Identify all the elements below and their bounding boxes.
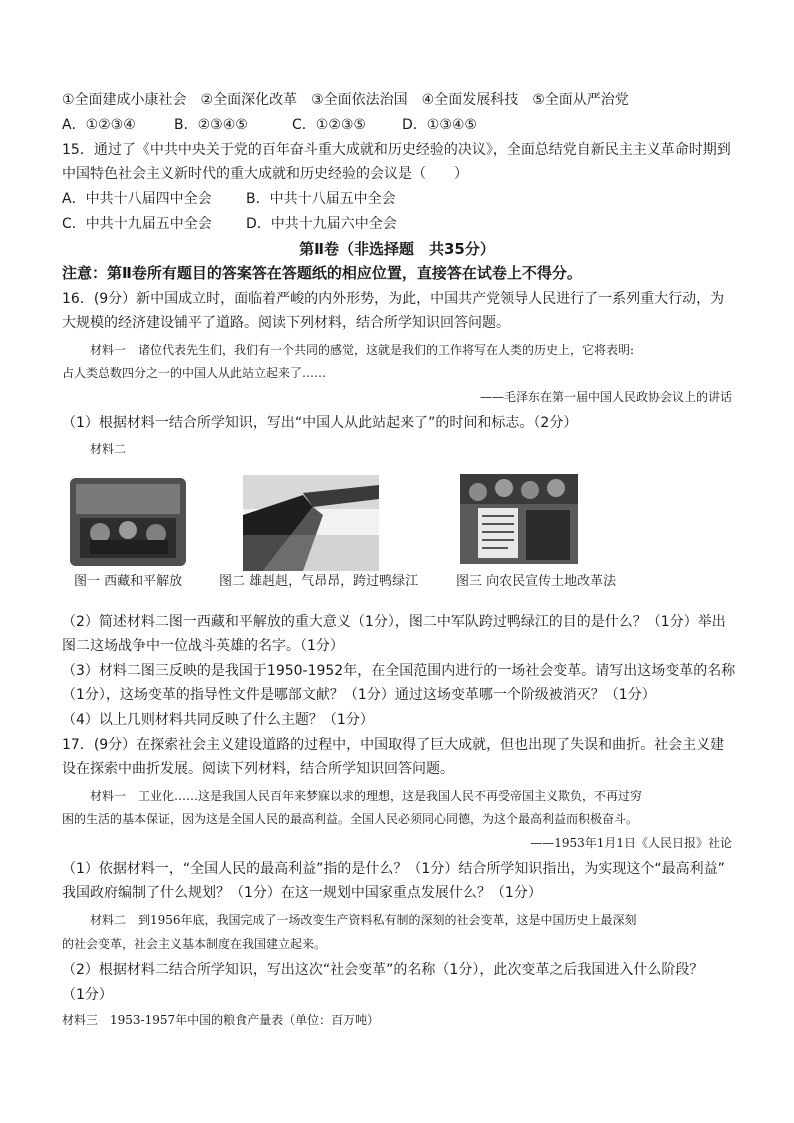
q15-options-row1	[62, 189, 396, 209]
q17-sub1-line1: （1）依据材料一，“全国人民的最高利益”指的是什么？（1分）结合所学知识指出，为实现这个“最高利益”	[62, 861, 725, 877]
section2-note: 注意：第Ⅱ卷所有题目的答案答在答题纸的相应位置，直接答在试卷上不得分。	[62, 264, 582, 282]
q17-material2-line2: 的社会变革，社会主义基本制度在我国建立起来。	[62, 937, 327, 951]
q14-options	[62, 115, 477, 135]
q17-intro-line2: 设在探索中曲折发展。阅读下列材料，结合所学知识回答问题。	[62, 761, 454, 777]
q17-sub2-line2: （1分）	[62, 987, 113, 1003]
q16-material1-source: ——毛泽东在第一届中国人民政协会议上的讲话	[479, 390, 732, 404]
q17-sub2-line1: （2）根据材料二结合所学知识，写出这次“社会变革”的名称（1分），此次变革之后我国进入什么阶段？	[62, 962, 704, 978]
q17-material2-line1: 材料二 到1956年底，我国完成了一场改变生产资料私有制的深刻的社会变革，这是中国历史上最深刻	[90, 913, 637, 927]
q14-option-a: A．①②③④	[62, 117, 136, 133]
q15-stem-line2: 中国特色社会主义新时代的重大成就和历史经验的会议是（ ）	[62, 166, 468, 182]
section2-title: 第Ⅱ卷（非选择题 共35分）	[299, 240, 495, 258]
q17-sub1-line2: 我国政府编制了什么规划？（1分）在这一规划中国家重点发展什么？（1分）	[62, 885, 542, 901]
q16-material1-line1: 材料一 诸位代表先生们，我们有一个共同的感觉，这就是我们的工作将写在人类的历史上，它将表明:	[90, 343, 635, 357]
q14-option-b: B．②③④⑤	[174, 117, 248, 133]
q16-material1-line2: 占人类总数四分之一的中国人从此站立起来了……	[62, 366, 327, 380]
yalu-river-crossing-photo	[243, 475, 379, 571]
q16-intro-line1: 16．(9分）新中国成立时，面临着严峻的内外形势，为此，中国共产党领导人民进行了一系列重大行动，为	[62, 291, 725, 307]
q16-sub4: （4）以上几则材料共同反映了什么主题？（1分）	[62, 712, 374, 728]
q16-sub3-line2: （1分），这场变革的指导性文件是哪部文献？（1分）通过这场变革哪一个阶级被消灭？（1分）	[62, 687, 656, 703]
q16-sub1: （1）根据材料一结合所学知识，写出“中国人从此站起来了”的时间和标志。（2分）	[62, 415, 578, 431]
q16-material2-label: 材料二	[90, 442, 127, 456]
q17-intro-line1: 17．(9分）在探索社会主义建设道路的过程中，中国取得了巨大成就，但也出现了失误和曲折。社会主义建	[62, 737, 725, 753]
q14-option-c: C．①②③⑤	[292, 117, 366, 133]
q17-material1-source: ——1953年1月1日《人民日报》社论	[530, 836, 732, 850]
q17-material3-title: 材料三 1953-1957年中国的粮食产量表（单位：百万吨）	[62, 1013, 380, 1027]
q16-sub2-line2: 图二这场战争中一位战斗英雄的名字。（1分）	[62, 638, 344, 654]
q17-material1-line1: 材料一 工业化……这是我国人民百年来梦寐以求的理想，这是我国人民不再受帝国主义欺负，不再过穷	[90, 789, 643, 803]
q15-option-c: C．中共十九届五中全会	[62, 216, 212, 232]
q16-sub3-line1: （3）材料二图三反映的是我国于1950-1952年，在全国范围内进行的一场社会变革。请写出这场变革的名称	[62, 663, 736, 679]
q15-stem-line1: 15．通过了《中共中央关于党的百年奋斗重大成就和历史经验的决议》，全面总结党自新民主主义革命时期到	[62, 142, 731, 158]
figure2-caption: 图二 雄赳赳，气昂昂，跨过鸭绿江	[219, 574, 419, 589]
figure1-caption: 图一 西藏和平解放	[74, 574, 183, 589]
land-reform-photo	[460, 474, 578, 564]
q16-intro-line2: 大规模的经济建设铺平了道路。阅读下列材料，结合所学知识回答问题。	[62, 315, 510, 331]
q17-material1-line2: 困的生活的基本保证，因为这是全国人民的最高利益。全国人民必须同心同德，为这个最高利益而积极奋斗。	[62, 812, 639, 826]
q14-option-d: D．①③④⑤	[402, 117, 477, 133]
q15-options-row2	[62, 214, 397, 234]
figure3-caption: 图三 向农民宣传土地改革法	[456, 574, 617, 589]
tibet-liberation-photo	[70, 478, 186, 566]
q14-items: ①全面建成小康社会 ②全面深化改革 ③全面依法治国 ④全面发展科技 ⑤全面从严治党	[62, 92, 629, 108]
q16-sub2-line1: （2）简述材料二图一西藏和平解放的重大意义（1分），图二中军队跨过鸭绿江的目的是什么？（1分）举出	[62, 614, 726, 630]
q15-option-d: D．中共十九届六中全会	[246, 216, 397, 232]
q15-option-b: B．中共十八届五中全会	[246, 191, 396, 207]
q15-option-a: A．中共十八届四中全会	[62, 191, 212, 207]
